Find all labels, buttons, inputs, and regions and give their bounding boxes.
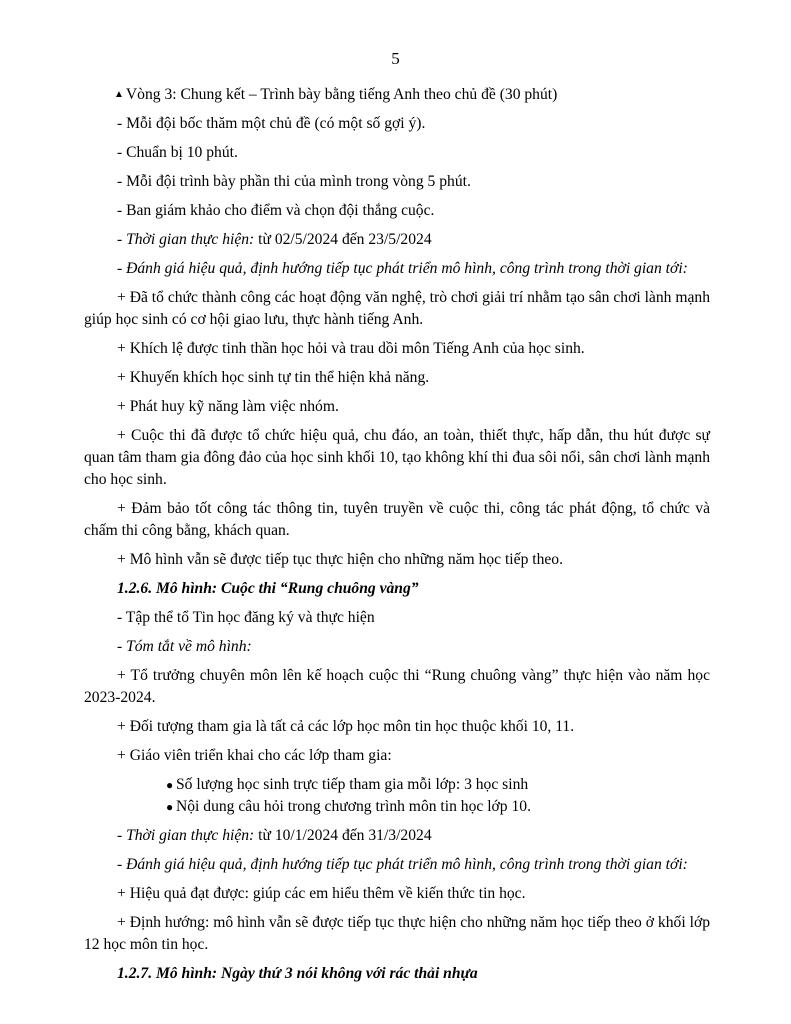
round3-eval-item: + Khích lệ được tinh thần học hỏi và trau dồi môn Tiếng Anh của học sinh. [117,340,585,357]
section-126-eval-item: + Hiệu quả đạt được: giúp các em hiểu thêm về kiến thức tin học. [117,885,526,902]
section-126-summary-item: + Tổ trưởng chuyên môn lên kế hoạch cuộc thi “Rung chuông vàng” thực hiện vào năm học 2023-2024. [84,667,710,706]
section-126-summary-item: + Đối tượng tham gia là tất cả các lớp học môn tin học thuộc khối 10, 11. [117,718,575,735]
bullet-list [166,774,710,818]
round3-item: - Chuẩn bị 10 phút. [117,144,238,161]
bullet-text: Số lượng học sinh trực tiếp tham gia mỗi lớp: 3 học sinh [176,776,529,793]
round3-eval-item: + Phát huy kỹ năng làm việc nhóm. [117,398,339,415]
section-126-summary-label: - Tóm tắt về mô hình: [117,638,252,655]
section-126-eval-heading: - Đánh giá hiệu quả, định hướng tiếp tục phát triển mô hình, công trình trong thời gian tới: [117,856,688,873]
list-item [166,774,710,796]
section-126-eval-item: + Định hướng: mô hình vẫn sẽ được tiếp tục thực hiện cho những năm học tiếp theo ở khối lớp 12 học môn tin học. [84,914,710,953]
round3-item: - Mỗi đội trình bày phần thi của mình trong vòng 5 phút. [117,173,471,190]
time-label: - Thời gian thực hiện: [117,827,255,844]
time-label: - Thời gian thực hiện: [117,231,255,248]
time-value: từ 02/5/2024 đến 23/5/2024 [254,231,432,248]
round3-eval-item: + Đã tổ chức thành công các hoạt động văn nghệ, trò chơi giải trí nhằm tạo sân chơi lành mạnh giúp học sinh có cơ hội giao lưu, thực hành tiếng Anh. [84,289,710,328]
bullet-icon: ● [166,800,174,814]
round3-item: - Ban giám khảo cho điểm và chọn đội thắng cuộc. [117,202,435,219]
section-126-time [84,825,710,847]
round3-eval-heading: - Đánh giá hiệu quả, định hướng tiếp tục phát triển mô hình, công trình trong thời gian tới: [117,260,688,277]
time-value: từ 10/1/2024 đến 31/3/2024 [254,827,432,844]
round3-eval-item: + Đảm bảo tốt công tác thông tin, tuyên truyền về cuộc thi, công tác phát động, tổ chức và chấm thi công bằng, khách quan. [84,500,710,539]
round3-eval-item: + Cuộc thi đã được tổ chức hiệu quả, chu đáo, an toàn, thiết thực, hấp dẫn, thu hút được sự quan tâm tham gia đông đảo của học sinh khối 10, tạo không khí thi đua sôi nổi, sân chơi lành mạnh cho học sinh. [84,427,710,488]
round3-title: Vòng 3: Chung kết – Trình bày bằng tiếng Anh theo chủ đề (30 phút) [125,86,558,103]
list-item [166,796,710,818]
section-126-summary-item: + Giáo viên triển khai cho các lớp tham gia: [117,747,392,764]
section-126-heading: 1.2.6. Mô hình: Cuộc thi “Rung chuông vàng” [117,580,419,597]
round3-eval-item: + Khuyến khích học sinh tự tin thể hiện khả năng. [117,369,430,386]
bullet-text: Nội dung câu hỏi trong chương trình môn tin học lớp 10. [176,798,531,815]
round3-title-line [84,84,710,106]
triangle-up-icon: ▲ [114,89,124,100]
round3-time [84,229,710,251]
round3-item: - Mỗi đội bốc thăm một chủ đề (có một số gợi ý). [117,115,426,132]
section-127-heading: 1.2.7. Mô hình: Ngày thứ 3 nói không với rác thải nhựa [117,965,478,982]
round3-eval-item: + Mô hình vẫn sẽ được tiếp tục thực hiện cho những năm học tiếp theo. [117,551,564,568]
section-126-intro: - Tập thể tổ Tin học đăng ký và thực hiện [117,609,375,626]
page-content [84,84,710,992]
bullet-icon: ● [166,778,174,792]
page-number: 5 [391,49,400,68]
